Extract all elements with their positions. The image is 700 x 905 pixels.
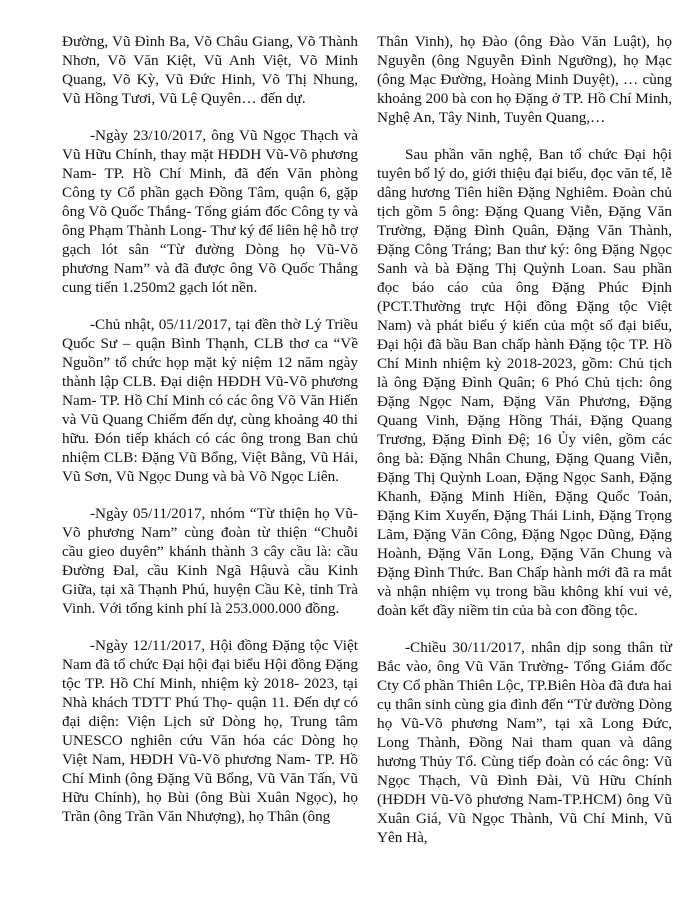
- paragraph-ve-nguon-club: -Chủ nhật, 05/11/2017, tại đền thờ Lý Triều Quốc Sư – quận Bình Thạnh, CLB thơ ca “Về Nguồn” tổ chức họp mặt kỷ niệm 12 năm ngày thành lập CLB. Đại diện HĐDH Vũ-Võ phương Nam- TP. Hồ Chí Minh có các ông Võ Văn Hiến và Vũ Quang Chiếm đến dự, cùng khoảng 40 thi hữu. Đón tiếp khách có các ông trong Ban chủ nhiệm CLB: Đặng Vũ Bổng, Việt Bằng, Vũ Hải, Vũ Sơn, Vũ Ngọc Dung và bà Võ Ngọc Liên.: [62, 316, 358, 485]
- paragraph-ancestral-hall-visit: -Chiều 30/11/2017, nhân dịp song thân từ Bắc vào, ông Vũ Văn Trường- Tổng Giám đốc Cty Cổ phần Thiên Lộc, TP.Biên Hòa đã đưa hai cụ thân sinh cùng gia đình đến “Từ đường Dòng họ Vũ-Võ phương Nam”, tại xã Long Đức, Long Thành, Đồng Nai tham quan và dâng hương Thủy Tổ. Cùng tiếp đoàn có các ông: Vũ Ngọc Thạch, Vũ Đình Đài, Vũ Hữu Chính (HĐDH Vũ-Võ phương Nam-TP.HCM) ông Vũ Xuân Giá, Vũ Ngọc Thành, Vũ Chí Minh, Vũ Yên Hà,: [377, 639, 672, 846]
- paragraph-congress-election: Sau phần văn nghệ, Ban tổ chức Đại hội tuyên bố lý do, giới thiệu đại biểu, đọc văn tế, lễ dâng hương Tiên hiền Đặng Nghiêm. Đoàn chủ tịch gồm 5 ông: Đặng Quang Viễn, Đặng Văn Trường, Đặng Đình Quân, Đặng Văn Thành, Đặng Công Tráng; Ban thư ký: ông Đặng Ngọc Sanh và bà Đặng Thị Quỳnh Loan. Sau phần đọc báo cáo của ông Đặng Phúc Định (PCT.Thường trực Hội đồng Đặng tộc Việt Nam) và phát biểu ý kiến của một số đại biểu, Đại hội đã bầu Ban chấp hành Đặng tộc TP. Hồ Chí Minh nhiệm kỳ 2018-2023, gồm: Chủ tịch là ông Đặng Đình Quân; 6 Phó Chủ tịch: ông Đặng Ngọc Nam, Đặng Văn Phương, Đặng Quang Vinh, Đặng Hồng Thái, Đặng Quang Trương, Đặng Đình Đệ; 16 Ủy viên, gồm các ông bà: Đặng Nhân Chung, Đặng Quang Viễn, Đặng Thị Quỳnh Loan, Đặng Ngọc Sanh, Đặng Khanh, Đặng Minh Hiền, Đặng Quốc Toản, Đặng Kim Xuyến, Đặng Thái Linh, Đặng Trọng Lãm, Đặng Văn Công, Đặng Ngọc Dũng, Đặng Hoành, Đặng Văn Long, Đặng Văn Chung và Đặng Đình Thức. Ban Chấp hành mới đã ra mắt và nhận nhiệm vụ trong bầu không khí vui vẻ, đoàn kết đầy niềm tin của bà con đồng tộc.: [377, 146, 672, 619]
- left-column: [62, 32, 358, 826]
- paragraph-dong-tam-tiles: -Ngày 23/10/2017, ông Vũ Ngọc Thạch và Vũ Hữu Chính, thay mặt HĐDH Vũ-Võ phương Nam- TP. Hồ Chí Minh, đã đến Văn phòng Công ty Cổ phần gạch Đồng Tâm, quận 6, gặp ông Võ Quốc Thắng- Tổng giám đốc Công ty và ông Phạm Thành Long- Thư ký để liên hệ hỗ trợ gạch lót sân “Từ đường Dòng họ Vũ-Võ phương Nam” và đã được ông Võ Quốc Thắng cung tiến 1.250m2 gạch lót nền.: [62, 127, 358, 296]
- paragraph-dang-clan-congress: -Ngày 12/11/2017, Hội đồng Đặng tộc Việt Nam đã tổ chức Đại hội đại biểu Hội đồng Đặng tộc TP. Hồ Chí Minh, nhiệm kỳ 2018- 2023, tại Nhà khách TDTT Phú Thọ- quận 11. Đến dự có đại diện: Viện Lịch sử Dòng họ, Trung tâm UNESCO nghiên cứu Văn hóa các Dòng họ Việt Nam, HĐDH Vũ-Võ phương Nam- TP. Hồ Chí Minh (ông Đặng Vũ Bổng, Vũ Văn Tấn, Vũ Hữu Chính), họ Bùi (ông Bùi Xuân Ngọc), họ Trần (ông Trần Văn Nhượng), họ Thân (ông: [62, 637, 358, 825]
- paragraph-congress-attendees-continued: Thân Vinh), họ Đào (ông Đào Văn Luật), họ Nguyễn (ông Nguyễn Đình Ngưỡng), họ Mạc (ông Mạc Đường, Hoàng Minh Duyệt), … cùng khoảng 200 bà con họ Đặng ở TP. Hồ Chí Minh, Nghệ An, Tây Ninh, Tuyên Quang,…: [377, 33, 672, 126]
- paragraph-charity-bridges: -Ngày 05/11/2017, nhóm “Từ thiện họ Vũ-Võ phương Nam” cùng đoàn từ thiện “Chuỗi cầu gieo duyên” khánh thành 3 cây cầu là: cầu Đường Đal, cầu Kinh Ngã Hậuvà cầu Kinh Giữa, tại xã Thạnh Phú, huyện Cầu Kè, tỉnh Trà Vinh. Với tổng kinh phí là 253.000.000 đồng.: [62, 505, 358, 617]
- right-column: [377, 32, 672, 847]
- paragraph-attendees-continued: Đường, Vũ Đình Ba, Võ Châu Giang, Võ Thành Nhơn, Võ Văn Kiệt, Vũ Anh Việt, Võ Minh Quang, Võ Kỳ, Vũ Đức Hinh, Võ Thị Nhung, Vũ Hồng Tươi, Vũ Lệ Quyên… đến dự.: [62, 33, 358, 107]
